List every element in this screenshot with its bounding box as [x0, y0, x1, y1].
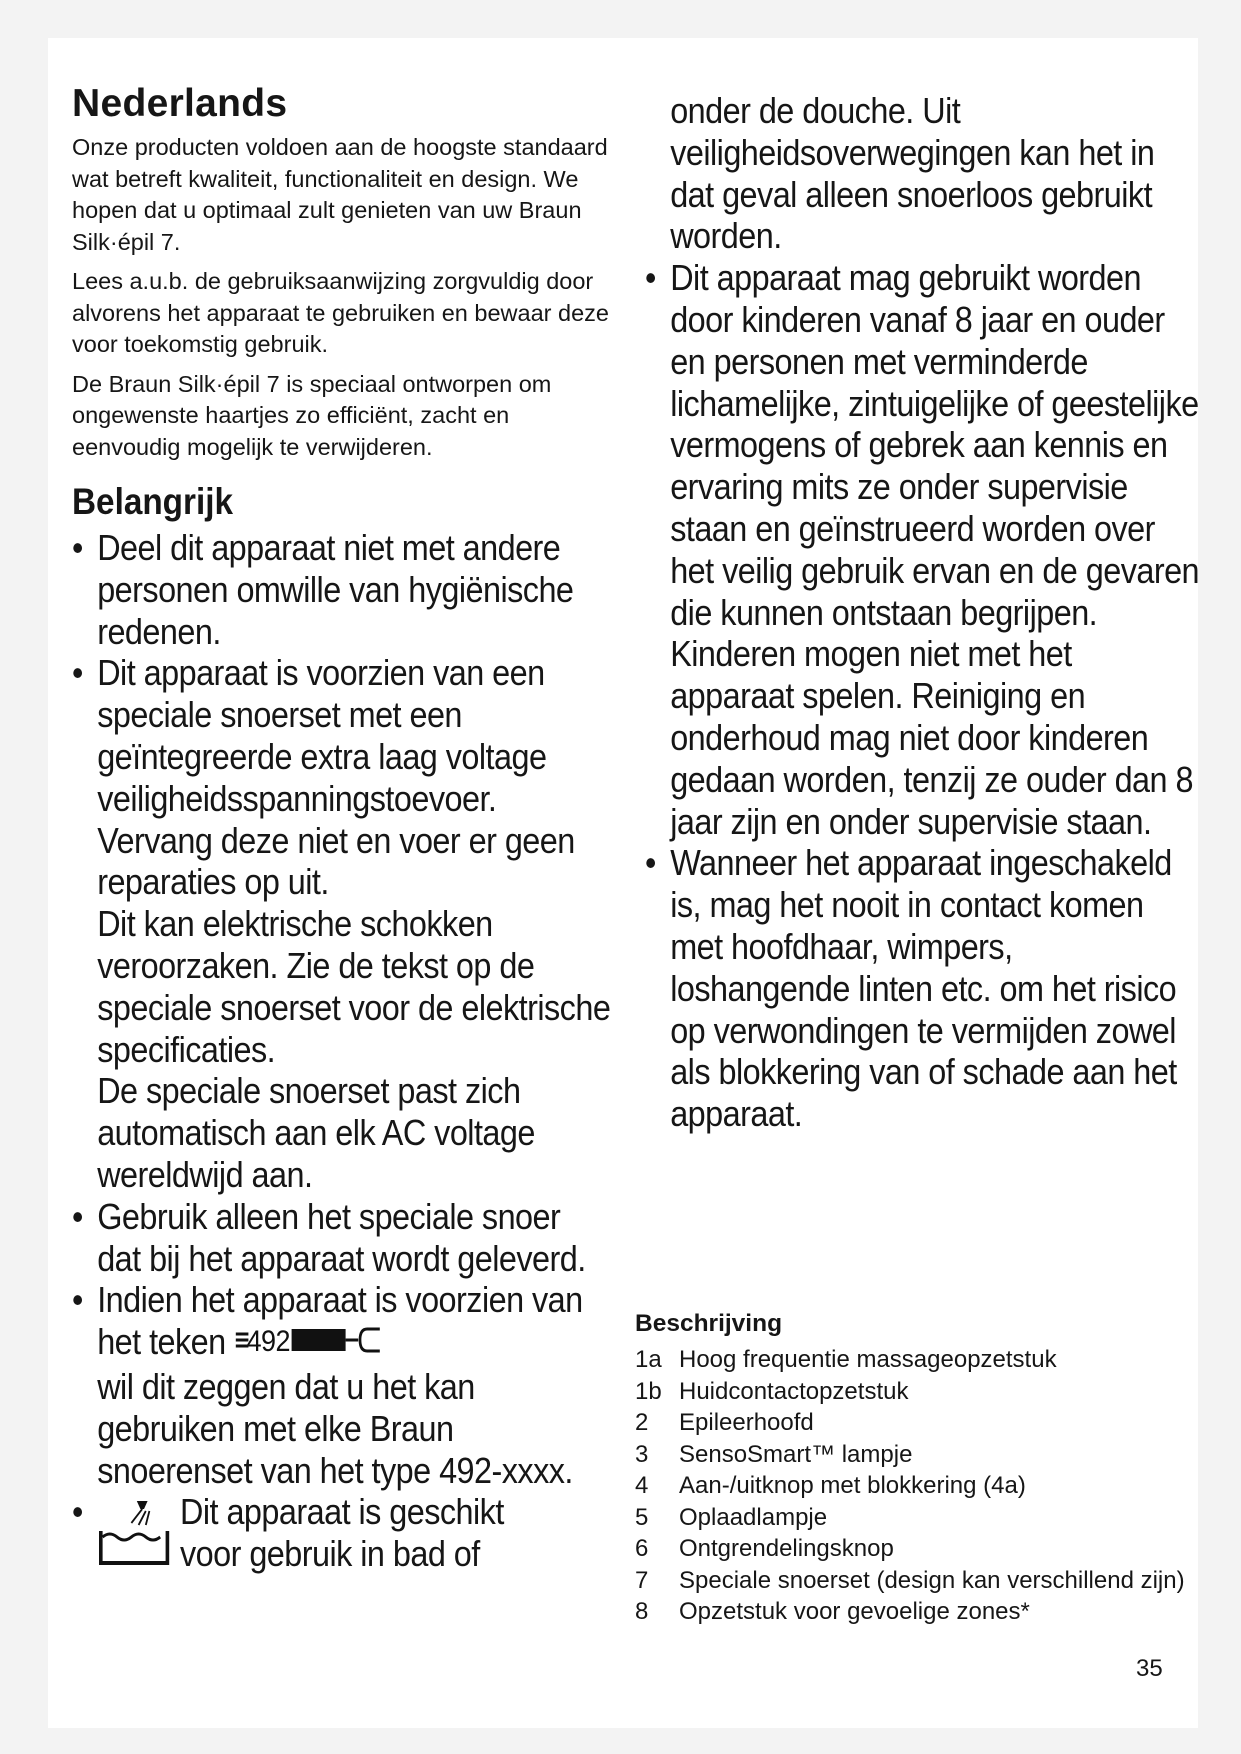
bullet-text: Dit apparaat mag gebruikt worden door kinderen vanaf 8 jaar en ouder en personen met verminderde lichamelijke, zintuigelijke of geestelijke vermogens of gebrek aan kennis en ervaring mits ze onder supervisie staan en geïnstrueerd worden over het veilig gebruik ervan en de gevaren die kunnen ontstaan begrijpen. Kinderen mogen niet met het apparaat spelen. Reiniging en onderhoud mag niet door kinderen gedaan worden, tenzij ze ouder dan 8 jaar zijn en onder supervisie staan. — [670, 257, 1200, 842]
intro-paragraph-2: Lees a.u.b. de gebruiksaanwijzing zorgvuldig door alvorens het apparaat te gebruiken en bewaar deze voor toekomstig gebruik. — [72, 268, 609, 357]
bullet-icon: • — [72, 527, 83, 568]
list-item — [635, 1407, 1190, 1439]
item-number: 7 — [635, 1566, 649, 1594]
language-title: Nederlands — [72, 82, 288, 125]
plug-symbol-text: 492 — [246, 1324, 291, 1358]
item-number: 1a — [635, 1346, 662, 1373]
item-number: 6 — [635, 1535, 649, 1562]
intro-paragraph-1: Onze producten voldoen aan de hoogste standaard wat betreft kwaliteit, functionaliteit en design. We hopen dat u optimaal zult genieten van uw Braun Silk·épil 7. — [72, 134, 608, 255]
plug-symbol-icon — [234, 1323, 387, 1366]
list-item — [72, 1491, 611, 1576]
bullet-continuation: Dit kan elektrische schokken veroorzaken. Zie de tekst op de speciale snoerset voor de elektrische specificaties. — [97, 903, 611, 1070]
item-text: SensoSmart™ lampje — [679, 1440, 913, 1468]
list-item — [635, 1376, 1190, 1408]
item-text: Speciale snoerset (design kan verschillend zijn) — [679, 1566, 1185, 1594]
description-section — [635, 1310, 1190, 1628]
item-text: Epileerhoofd — [679, 1409, 814, 1436]
bullet-text: Dit apparaat is geschikt — [180, 1491, 504, 1533]
list-item — [72, 1196, 611, 1280]
section-heading-important: Belangrijk — [72, 481, 234, 522]
list-item — [645, 842, 1199, 1135]
description-list — [635, 1344, 1190, 1628]
list-item — [72, 1279, 611, 1366]
bath-shower-icon — [97, 1497, 171, 1576]
list-item — [635, 1344, 1190, 1376]
important-list — [72, 527, 611, 1576]
bullet-icon: • — [72, 1279, 83, 1321]
item-number: 8 — [635, 1598, 649, 1625]
list-item — [635, 1439, 1190, 1471]
bullet-icon: • — [645, 257, 656, 299]
list-item — [635, 1502, 1190, 1534]
right-text — [645, 90, 1199, 1135]
bullet-text: Indien het apparaat is voorzien van het teken — [97, 1279, 583, 1363]
item-number: 4 — [635, 1472, 649, 1499]
item-text: Ontgrendelingsknop — [679, 1535, 894, 1562]
left-column — [72, 82, 612, 1576]
page-number: 35 — [1136, 1655, 1163, 1682]
intro-paragraph-3: De Braun Silk·épil 7 is speciaal ontworpen om ongewenste haartjes zo efficiënt, zacht en eenvoudig mogelijk te verwijderen. — [72, 370, 552, 460]
item-text: Hoog frequentie massageopzetstuk — [679, 1346, 1057, 1373]
list-item — [635, 1596, 1190, 1628]
item-number: 3 — [635, 1440, 649, 1468]
item-text: Opzetstuk voor gevoelige zones* — [679, 1598, 1030, 1625]
bullet-continuation: De speciale snoerset past zich automatisch aan elk AC voltage wereldwijd aan. — [97, 1070, 535, 1195]
item-text: Aan-/uitknop met blokkering (4a) — [679, 1472, 1026, 1499]
right-column — [635, 90, 1200, 1625]
bullet-continuation: wil dit zeggen dat u het kan gebruiken met elke Braun snoerenset van het type 492-xxxx. — [97, 1366, 573, 1491]
list-item — [72, 527, 611, 652]
bullet-text-group — [180, 1491, 504, 1575]
item-number: 5 — [635, 1503, 649, 1531]
list-item — [635, 1533, 1190, 1565]
bullet-text: Gebruik alleen het speciale snoer dat bij het apparaat wordt geleverd. — [97, 1195, 586, 1279]
list-item — [635, 1565, 1190, 1597]
list-item — [72, 652, 611, 903]
item-number: 1b — [635, 1377, 662, 1405]
bullet-text: Deel dit apparaat niet met andere personen omwille van hygiënische redenen. — [97, 527, 574, 652]
bullet-icon: • — [72, 1195, 83, 1237]
bullet-text: voor gebruik in bad of — [180, 1533, 480, 1575]
bullet-icon: • — [72, 652, 83, 694]
bullet-icon: • — [72, 1491, 83, 1533]
list-item — [645, 257, 1199, 842]
bullet-text: Wanneer het apparaat ingeschakeld is, mag het nooit in contact komen met hoofdhaar, wimpers, loshangende linten etc. om het risico op verwondingen te vermijden zowel als blokkering van of schade aan het apparaat. — [670, 842, 1177, 1135]
list-item — [635, 1470, 1190, 1502]
bullet-continuation: onder de douche. Uit veiligheidsoverwegingen kan het in dat geval alleen snoerloos gebruikt worden. — [670, 90, 1155, 257]
item-text: Huidcontactopzetstuk — [679, 1377, 909, 1405]
description-title: Beschrijving — [635, 1310, 783, 1337]
item-number: 2 — [635, 1409, 649, 1436]
bullet-text: Dit apparaat is voorzien van een speciale snoerset met een geïntegreerde extra laag voltage veiligheidsspanningstoevoer. Vervang deze niet en voer er geen reparaties op uit. — [97, 652, 575, 903]
item-text: Oplaadlampje — [679, 1503, 828, 1531]
bullet-icon: • — [645, 842, 656, 884]
